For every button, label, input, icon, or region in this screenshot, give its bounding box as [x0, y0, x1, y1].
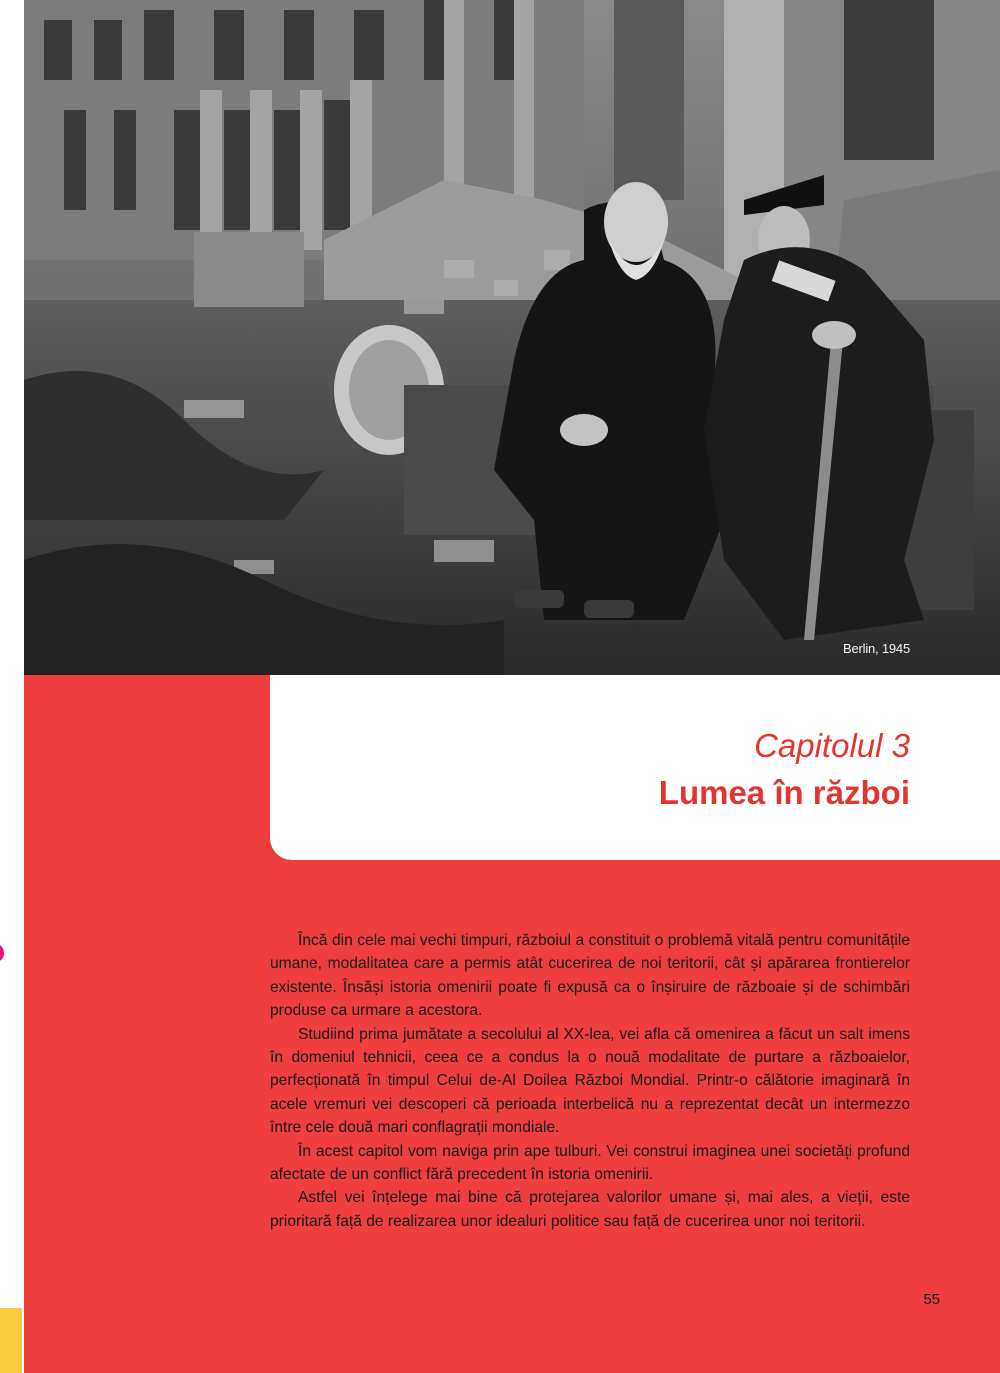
- intro-paragraph: Încă din cele mai vechi timpuri, războiul a constituit o problemă vitală pentru comunitățile umane, modalitatea care a permis atât cucerirea de noi teritorii, cât și apărarea frontierelor existente. Însăși istoria omenirii poate fi expusă ca o înșiruire de războaie și de schimbări produse ca urmare a acestora.: [270, 932, 910, 1020]
- ruins-photo: [24, 0, 1000, 675]
- chapter-label: Capitolul 3: [754, 727, 910, 764]
- yellow-margin-bar: [0, 1308, 22, 1373]
- intro-paragraph: Astfel vei înțelege mai bine că protejarea valorilor umane și, mai ales, a vieții, este prioritară față de realizarea unor idealuri politice sau față de cucerirea unor noi teritorii.: [270, 1189, 910, 1230]
- margin-dot-marker: [0, 944, 4, 962]
- photo-caption: Berlin, 1945: [843, 641, 910, 656]
- chapter-title-card: [270, 675, 1000, 860]
- page-number: 55: [923, 1291, 940, 1308]
- intro-paragraph: Studiind prima jumătate a secolului al XX-lea, vei afla că omenirea a făcut un salt imens în domeniul tehnicii, ceea ce a condus la o nouă modalitate de purtare a războaielor, perfecționată în timpul Celui de-Al Doilea Război Mondial. Printr-o călătorie imaginară în acele vremuri vei descoperi că perioada interbelică nu a reprezentat decât un intermezzo între cele două mari conflagrații mondiale.: [270, 1025, 910, 1137]
- chapter-introduction: [270, 929, 910, 1233]
- chapter-title: Lumea în război: [658, 774, 910, 811]
- intro-paragraph: În acest capitol vom naviga prin ape tulburi. Vei construi imaginea unei societăți profund afectate de un conflict fără precedent în istoria omenirii.: [270, 1142, 910, 1184]
